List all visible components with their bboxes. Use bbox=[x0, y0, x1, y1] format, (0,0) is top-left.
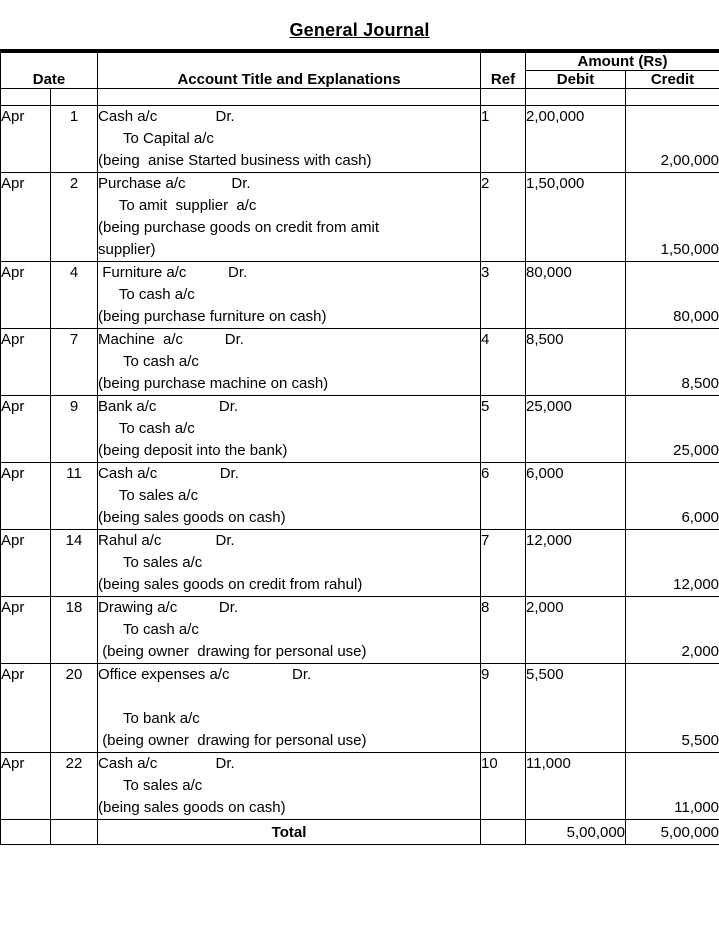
journal-entry-row bbox=[1, 664, 719, 753]
spacer-cell bbox=[1, 89, 51, 106]
journal-entry-row bbox=[1, 463, 719, 530]
account-line: To Capital a/c bbox=[98, 130, 214, 147]
entry-month: Apr bbox=[1, 173, 51, 262]
header-row-amount bbox=[1, 51, 719, 71]
spacer-cell bbox=[626, 89, 719, 106]
entry-month: Apr bbox=[1, 262, 51, 329]
entry-day: 1 bbox=[51, 106, 98, 173]
entry-debit: 12,000 bbox=[526, 530, 626, 597]
total-empty-ref bbox=[481, 820, 526, 845]
journal-entry-row bbox=[1, 597, 719, 664]
entry-debit: 5,500 bbox=[526, 664, 626, 753]
entry-month: Apr bbox=[1, 530, 51, 597]
account-line: (being purchase goods on credit from amit bbox=[98, 219, 379, 236]
account-line: Cash a/c Dr. bbox=[98, 108, 235, 125]
total-empty-day bbox=[51, 820, 98, 845]
entry-credit: 11,000 bbox=[626, 753, 719, 820]
page-title: General Journal bbox=[289, 20, 430, 40]
account-line: (being owner drawing for personal use) bbox=[98, 732, 367, 749]
account-line: Machine a/c Dr. bbox=[98, 331, 244, 348]
entry-account bbox=[98, 753, 481, 820]
entry-month: Apr bbox=[1, 106, 51, 173]
header-credit: Credit bbox=[626, 71, 719, 89]
header-account-title: Account Title and Explanations bbox=[98, 51, 481, 89]
entry-debit: 2,000 bbox=[526, 597, 626, 664]
header-date: Date bbox=[1, 51, 98, 89]
account-line: To cash a/c bbox=[98, 420, 195, 437]
entry-month: Apr bbox=[1, 753, 51, 820]
account-line: (being sales goods on credit from rahul) bbox=[98, 576, 363, 593]
entry-credit: 2,000 bbox=[626, 597, 719, 664]
account-line: (being deposit into the bank) bbox=[98, 442, 288, 459]
entry-month: Apr bbox=[1, 597, 51, 664]
spacer-cell bbox=[481, 89, 526, 106]
entry-day: 14 bbox=[51, 530, 98, 597]
entry-ref: 9 bbox=[481, 664, 526, 753]
journal-footer bbox=[1, 820, 719, 845]
entry-credit: 5,500 bbox=[626, 664, 719, 753]
header-ref: Ref bbox=[481, 51, 526, 89]
entry-day: 18 bbox=[51, 597, 98, 664]
entry-account bbox=[98, 329, 481, 396]
entry-account bbox=[98, 463, 481, 530]
entry-account bbox=[98, 530, 481, 597]
total-debit: 5,00,000 bbox=[526, 820, 626, 845]
journal-entry-row bbox=[1, 530, 719, 597]
entry-day: 11 bbox=[51, 463, 98, 530]
entry-debit: 8,500 bbox=[526, 329, 626, 396]
entry-ref: 5 bbox=[481, 396, 526, 463]
total-label: Total bbox=[98, 820, 481, 845]
entry-debit: 2,00,000 bbox=[526, 106, 626, 173]
header-debit: Debit bbox=[526, 71, 626, 89]
entry-debit: 80,000 bbox=[526, 262, 626, 329]
account-line: (being purchase machine on cash) bbox=[98, 375, 329, 392]
entry-credit: 80,000 bbox=[626, 262, 719, 329]
entry-account bbox=[98, 597, 481, 664]
account-line: Rahul a/c Dr. bbox=[98, 532, 235, 549]
spacer-cell bbox=[51, 89, 98, 106]
entry-account bbox=[98, 173, 481, 262]
header-amount-group: Amount (Rs) bbox=[526, 51, 719, 71]
account-line: supplier) bbox=[98, 241, 156, 258]
entry-ref: 2 bbox=[481, 173, 526, 262]
entry-account bbox=[98, 396, 481, 463]
entry-debit: 25,000 bbox=[526, 396, 626, 463]
account-line: Office expenses a/c Dr. bbox=[98, 666, 312, 683]
account-line: To cash a/c bbox=[98, 621, 199, 638]
entry-credit: 25,000 bbox=[626, 396, 719, 463]
entry-debit: 1,50,000 bbox=[526, 173, 626, 262]
total-empty-month bbox=[1, 820, 51, 845]
entry-account bbox=[98, 262, 481, 329]
journal-entry-row bbox=[1, 173, 719, 262]
account-line: (being sales goods on cash) bbox=[98, 509, 286, 526]
entry-day: 4 bbox=[51, 262, 98, 329]
total-credit: 5,00,000 bbox=[626, 820, 719, 845]
entry-ref: 8 bbox=[481, 597, 526, 664]
entry-credit: 1,50,000 bbox=[626, 173, 719, 262]
account-line: To cash a/c bbox=[98, 286, 195, 303]
spacer-row bbox=[1, 89, 719, 106]
entry-day: 7 bbox=[51, 329, 98, 396]
account-line: (being sales goods on cash) bbox=[98, 799, 286, 816]
account-line: To sales a/c bbox=[98, 487, 199, 504]
entry-account bbox=[98, 664, 481, 753]
entry-ref: 3 bbox=[481, 262, 526, 329]
total-row bbox=[1, 820, 719, 845]
account-line: To amit supplier a/c bbox=[98, 197, 257, 214]
spacer-cell bbox=[98, 89, 481, 106]
account-line: Cash a/c Dr. bbox=[98, 755, 235, 772]
entry-ref: 6 bbox=[481, 463, 526, 530]
entry-credit: 8,500 bbox=[626, 329, 719, 396]
entry-credit: 6,000 bbox=[626, 463, 719, 530]
journal-entries bbox=[1, 89, 719, 820]
account-line bbox=[98, 686, 480, 708]
account-line: (being owner drawing for personal use) bbox=[98, 643, 367, 660]
journal-entry-row bbox=[1, 262, 719, 329]
journal-entry-row bbox=[1, 753, 719, 820]
entry-ref: 10 bbox=[481, 753, 526, 820]
account-line: Furniture a/c Dr. bbox=[98, 264, 248, 281]
account-line: Purchase a/c Dr. bbox=[98, 175, 251, 192]
account-line: (being purchase furniture on cash) bbox=[98, 308, 327, 325]
entry-credit: 12,000 bbox=[626, 530, 719, 597]
entry-month: Apr bbox=[1, 396, 51, 463]
journal-entry-row bbox=[1, 106, 719, 173]
entry-ref: 7 bbox=[481, 530, 526, 597]
entry-ref: 1 bbox=[481, 106, 526, 173]
account-line: To cash a/c bbox=[98, 353, 199, 370]
entry-month: Apr bbox=[1, 463, 51, 530]
account-line: To sales a/c bbox=[98, 777, 203, 794]
entry-ref: 4 bbox=[481, 329, 526, 396]
account-line: (being anise Started business with cash) bbox=[98, 152, 372, 169]
journal-entry-row bbox=[1, 396, 719, 463]
general-journal-table bbox=[0, 49, 719, 845]
entry-day: 2 bbox=[51, 173, 98, 262]
entry-day: 22 bbox=[51, 753, 98, 820]
account-line: To sales a/c bbox=[98, 554, 203, 571]
account-line: Cash a/c Dr. bbox=[98, 465, 239, 482]
entry-debit: 6,000 bbox=[526, 463, 626, 530]
entry-month: Apr bbox=[1, 329, 51, 396]
account-line: Drawing a/c Dr. bbox=[98, 599, 239, 616]
journal-header bbox=[1, 51, 719, 89]
account-line: Bank a/c Dr. bbox=[98, 398, 239, 415]
entry-credit: 2,00,000 bbox=[626, 106, 719, 173]
entry-month: Apr bbox=[1, 664, 51, 753]
entry-day: 20 bbox=[51, 664, 98, 753]
journal-entry-row bbox=[1, 329, 719, 396]
entry-day: 9 bbox=[51, 396, 98, 463]
entry-debit: 11,000 bbox=[526, 753, 626, 820]
entry-account bbox=[98, 106, 481, 173]
spacer-cell bbox=[526, 89, 626, 106]
account-line: To bank a/c bbox=[98, 710, 200, 727]
